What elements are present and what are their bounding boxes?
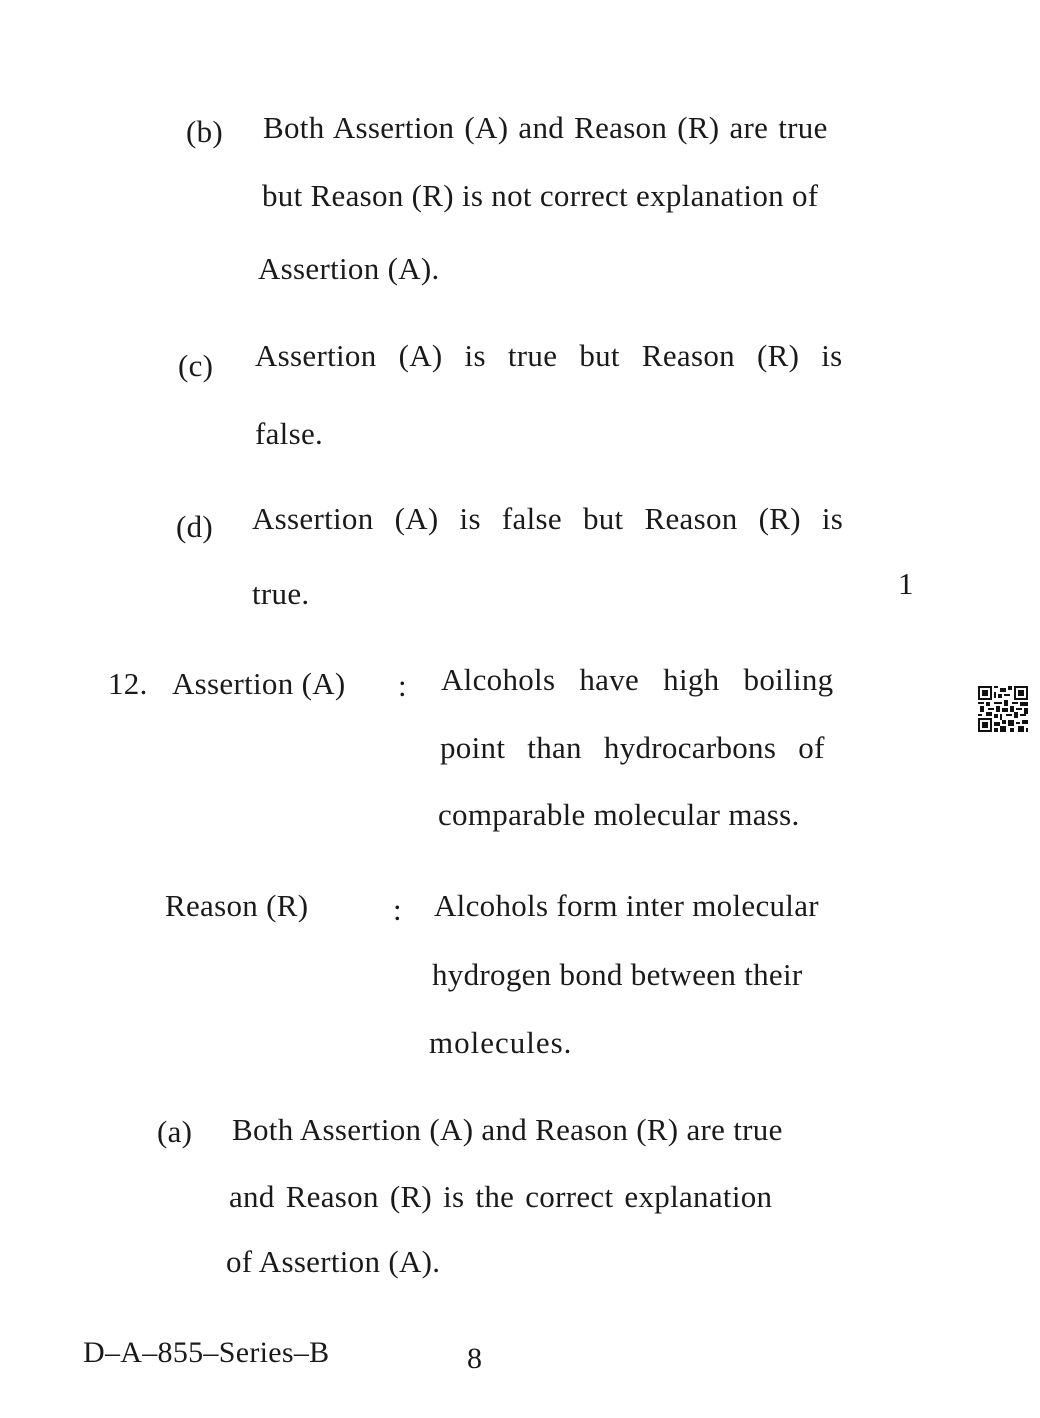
option-c-line-1: Assertion (A) is true but Reason (R) is <box>255 338 843 373</box>
option-c-line-2: false. <box>255 416 324 451</box>
reason-line-1: Alcohols form inter molecular <box>434 888 819 923</box>
reason-line-3: molecules. <box>429 1025 573 1060</box>
option-d-line-2: true. <box>252 576 310 611</box>
option-b-line-3: Assertion (A). <box>258 251 440 286</box>
marks: 1 <box>898 566 914 601</box>
question-number: 12. <box>108 666 148 701</box>
qr-code <box>978 686 1028 732</box>
option-b-line-2: but Reason (R) is not correct explanation of <box>262 178 819 213</box>
option-b-line-1: Both Assertion (A) and Reason (R) are true <box>263 110 828 145</box>
reason-colon: : <box>393 892 402 927</box>
assertion-line-2: point than hydrocarbons of <box>440 730 825 765</box>
page-number: 8 <box>467 1342 483 1375</box>
option-a-line-2: and Reason (R) is the correct explanation <box>229 1179 773 1214</box>
option-a-line-1: Both Assertion (A) and Reason (R) are true <box>232 1112 783 1147</box>
assertion-colon: : <box>398 668 407 703</box>
assertion-line-1: Alcohols have high boiling <box>441 662 834 697</box>
reason-label: Reason (R) <box>165 888 309 923</box>
option-c-label: (c) <box>178 348 214 383</box>
option-d-line-1: Assertion (A) is false but Reason (R) is <box>252 501 844 536</box>
footer-code: D–A–855–Series–B <box>83 1336 330 1369</box>
reason-line-2: hydrogen bond between their <box>432 957 803 992</box>
assertion-label: Assertion (A) <box>172 666 346 701</box>
option-d-label: (d) <box>176 509 214 544</box>
option-b-label: (b) <box>186 114 224 149</box>
option-a-label: (a) <box>157 1114 193 1149</box>
assertion-line-3: comparable molecular mass. <box>438 797 800 832</box>
option-a-line-3: of Assertion (A). <box>226 1244 441 1279</box>
